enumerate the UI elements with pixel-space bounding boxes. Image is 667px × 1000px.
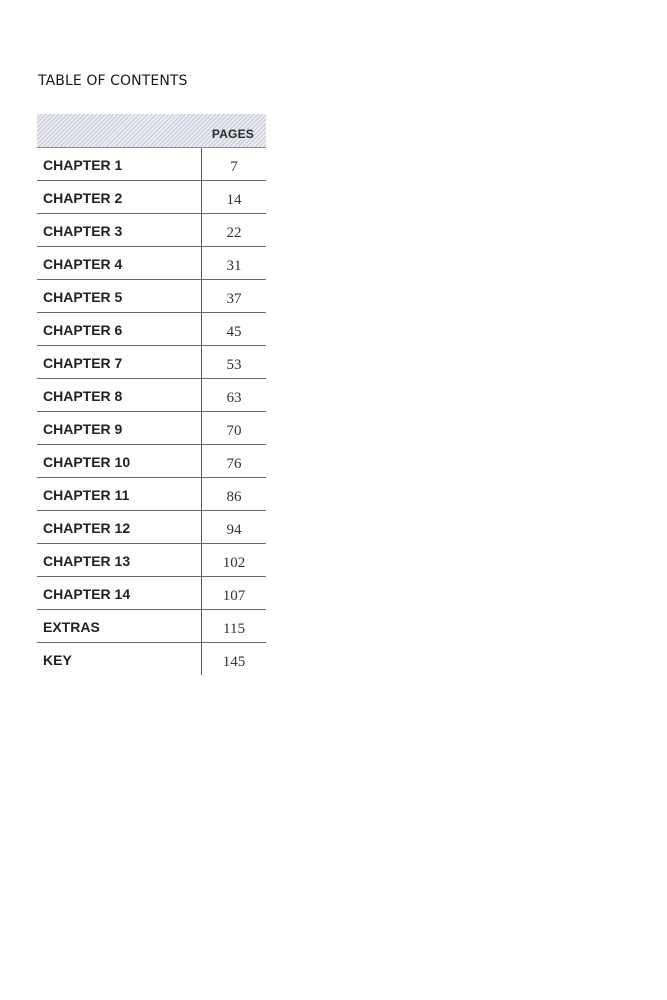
page-number: 145: [222, 654, 246, 670]
table-header: [37, 114, 266, 148]
page-number: 45: [226, 324, 242, 340]
chapter-label: CHAPTER 5: [37, 280, 202, 312]
table-row: [37, 379, 266, 412]
table-row: [37, 445, 266, 478]
table-row: [37, 412, 266, 445]
page-number: 115: [223, 621, 245, 637]
chapter-label: CHAPTER 9: [37, 412, 202, 444]
chapter-label: CHAPTER 12: [37, 511, 202, 543]
page-number: 53: [226, 357, 242, 373]
page-number: 86: [226, 489, 242, 505]
table-row: [37, 511, 266, 544]
page-title: TABLE OF CONTENTS: [38, 73, 188, 89]
chapter-label: CHAPTER 2: [37, 181, 202, 213]
table-row: [37, 643, 266, 675]
contents-table: [37, 114, 266, 675]
page-number: 7: [230, 159, 238, 175]
chapter-label: CHAPTER 14: [37, 577, 202, 609]
page-number: 14: [226, 192, 242, 208]
page-number: 70: [226, 423, 242, 439]
page-number: 37: [226, 291, 242, 307]
chapter-label: CHAPTER 4: [37, 247, 202, 279]
chapter-label: KEY: [37, 643, 202, 675]
pages-column-header: PAGES: [211, 127, 254, 141]
page-number: 76: [226, 456, 242, 472]
table-row: [37, 610, 266, 643]
chapter-label: CHAPTER 3: [37, 214, 202, 246]
page-number: 63: [226, 390, 242, 406]
chapter-label: CHAPTER 7: [37, 346, 202, 378]
page-number: 94: [226, 522, 242, 538]
table-row: [37, 313, 266, 346]
table-row: [37, 577, 266, 610]
page-number: 107: [222, 588, 246, 604]
page-number: 102: [222, 555, 246, 571]
table-row: [37, 247, 266, 280]
table-row: [37, 214, 266, 247]
chapter-label: CHAPTER 10: [37, 445, 202, 477]
chapter-label: CHAPTER 11: [37, 478, 202, 510]
chapter-label: CHAPTER 8: [37, 379, 202, 411]
table-row: [37, 544, 266, 577]
chapter-label: CHAPTER 6: [37, 313, 202, 345]
table-row: [37, 148, 266, 181]
chapter-label: CHAPTER 13: [37, 544, 202, 576]
table-row: [37, 280, 266, 313]
table-row: [37, 346, 266, 379]
table-row: [37, 478, 266, 511]
page-number: 31: [226, 258, 242, 274]
page-number: 22: [226, 225, 242, 241]
chapter-label: EXTRAS: [37, 610, 202, 642]
chapter-label: CHAPTER 1: [37, 148, 202, 180]
table-row: [37, 181, 266, 214]
